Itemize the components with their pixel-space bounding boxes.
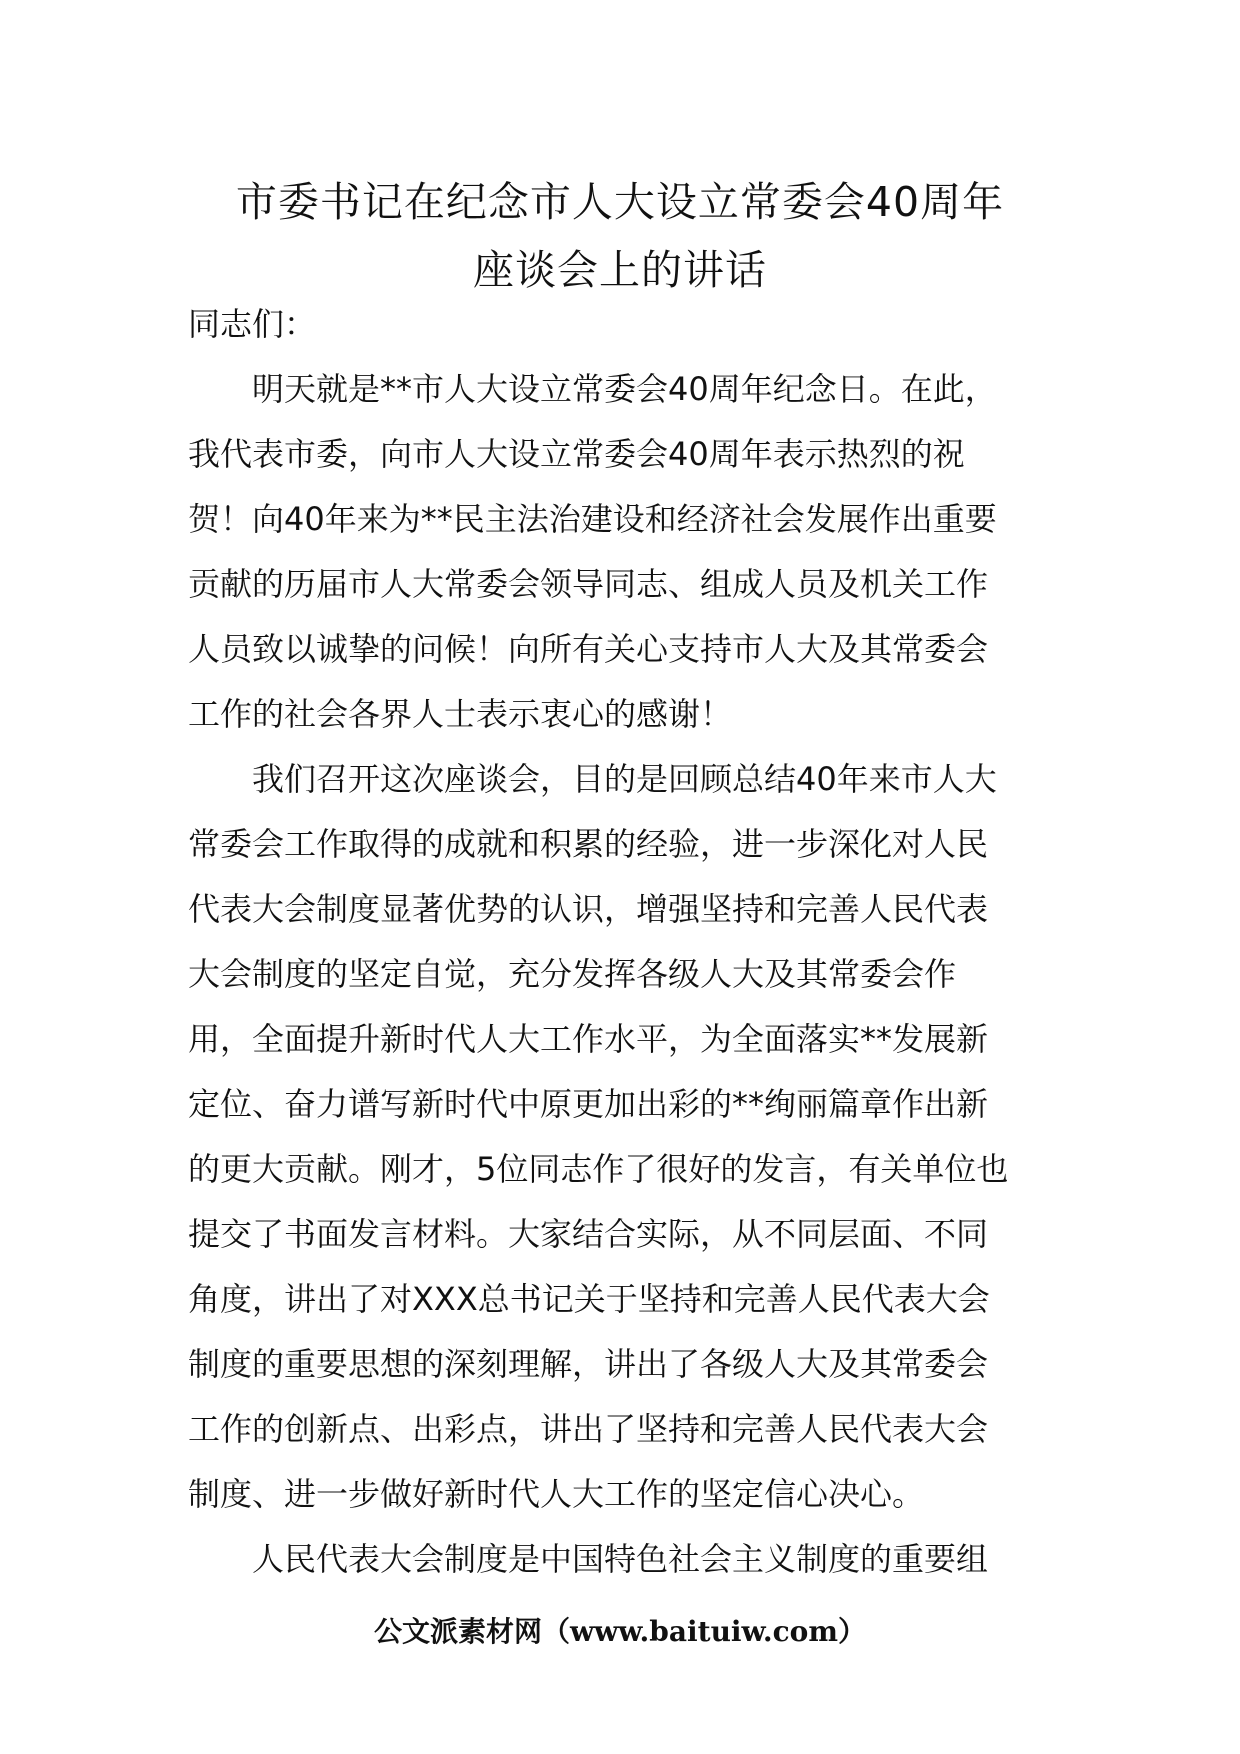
document-title: [150, 168, 1090, 304]
salutation: 同志们：: [188, 305, 317, 343]
body-line: 人民代表大会制度是中国特色社会主义制度的重要组: [252, 1540, 989, 1578]
body-line: 角度，讲出了对XXX总书记关于坚持和完善人民代表大会: [188, 1280, 990, 1318]
body-line: 我们召开这次座谈会，目的是回顾总结40年来市人大: [252, 760, 997, 798]
body-line: 用，全面提升新时代人大工作水平，为全面落实**发展新: [188, 1020, 989, 1058]
footer-watermark: 公文派素材网（www.baituiw.com）: [374, 1615, 866, 1648]
body-line: 贡献的历届市人大常委会领导同志、组成人员及机关工作: [188, 565, 989, 603]
body-line: 大会制度的坚定自觉，充分发挥各级人大及其常委会作: [188, 955, 957, 993]
body-line: 人员致以诚挚的问候！向所有关心支持市人大及其常委会: [188, 630, 989, 668]
body-line: 明天就是**市人大设立常委会40周年纪念日。在此，: [252, 370, 997, 408]
title-line: 座谈会上的讲话: [473, 246, 767, 294]
body-line: 提交了书面发言材料。大家结合实际，从不同层面、不同: [188, 1215, 989, 1253]
body-line: 我代表市委，向市人大设立常委会40周年表示热烈的祝: [188, 435, 965, 473]
body-line: 定位、奋力谱写新时代中原更加出彩的**绚丽篇章作出新: [188, 1085, 989, 1123]
body-line: 常委会工作取得的成就和积累的经验，进一步深化对人民: [188, 825, 989, 863]
body-line: 工作的创新点、出彩点，讲出了坚持和完善人民代表大会: [188, 1410, 989, 1448]
body-line: 制度的重要思想的深刻理解，讲出了各级人大及其常委会: [188, 1345, 989, 1383]
body-line: 制度、进一步做好新时代人大工作的坚定信心决心。: [188, 1475, 925, 1513]
document-body: [188, 292, 1058, 1592]
title-line: 市委书记在纪念市人大设立常委会40周年: [235, 178, 1005, 226]
body-line: 贺！向40年来为**民主法治建设和经济社会发展作出重要: [188, 500, 997, 538]
body-line: 工作的社会各界人士表示衷心的感谢！: [188, 695, 733, 733]
body-line: 的更大贡献。刚才，5位同志作了很好的发言，有关单位也: [188, 1150, 1009, 1188]
body-line: 代表大会制度显著优势的认识，增强坚持和完善人民代表: [188, 890, 989, 928]
